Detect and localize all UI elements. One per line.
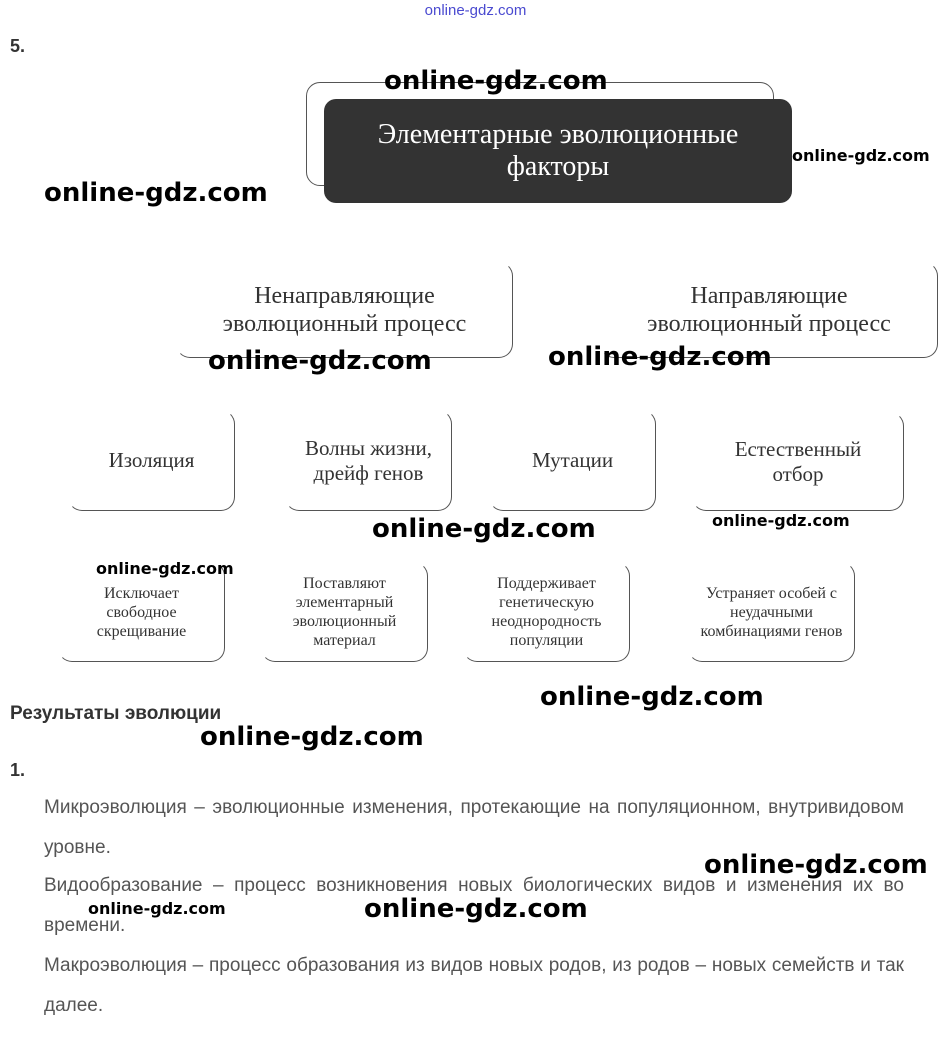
factor-natural-selection: Естественный отбор [692, 412, 904, 511]
watermark: online-gdz.com [540, 682, 764, 712]
watermark: online-gdz.com [384, 66, 608, 96]
watermark: online-gdz.com [548, 342, 772, 372]
watermark: online-gdz.com [200, 722, 424, 752]
definition-speciation: Видообразование – процесс возникновения новых биологических видов и изменения их во времени. [44, 875, 904, 936]
group-non-directing: Ненаправляющие эволюционный процесс [176, 262, 513, 358]
watermark: online-gdz.com [704, 850, 928, 880]
definition-microevolution: Микроэволюция – эволюционные изменения, протекающие на популяционном, внутривидовом уровне. [44, 797, 904, 858]
results-number: 1. [10, 760, 26, 780]
watermark: online-gdz.com [96, 559, 234, 578]
effect-population-waves: Поставляют элементарный эволюционный материал [261, 562, 428, 662]
factor-isolation: Изоляция [68, 410, 235, 511]
site-link[interactable]: online-gdz.com [424, 2, 527, 19]
factor-mutations: Мутации [489, 410, 656, 511]
effect-natural-selection: Устраняет особей с неудачными комбинациями генов [688, 562, 855, 662]
diagram-title: Элементарные эволюционные факторы [324, 99, 792, 203]
group-directing: Направляющие эволюционный процесс [600, 262, 938, 358]
watermark: online-gdz.com [88, 899, 226, 918]
effect-mutations: Поддерживает генетическую неоднородность популяции [463, 562, 630, 662]
watermark: online-gdz.com [712, 511, 850, 530]
results-heading: Результаты эволюции [10, 703, 222, 724]
watermark: online-gdz.com [208, 346, 432, 376]
definition-macroevolution: Макроэволюция – процесс образования из видов новых родов, из родов – новых семейств и так далее. [44, 955, 904, 1016]
factor-population-waves: Волны жизни, дрейф генов [285, 410, 452, 511]
watermark: online-gdz.com [372, 514, 596, 544]
watermark: online-gdz.com [792, 146, 930, 165]
watermark: online-gdz.com [44, 178, 268, 208]
task-number: 5. [10, 36, 26, 56]
watermark: online-gdz.com [364, 894, 588, 924]
effect-isolation: Исключает свободное скрещивание [58, 562, 225, 662]
